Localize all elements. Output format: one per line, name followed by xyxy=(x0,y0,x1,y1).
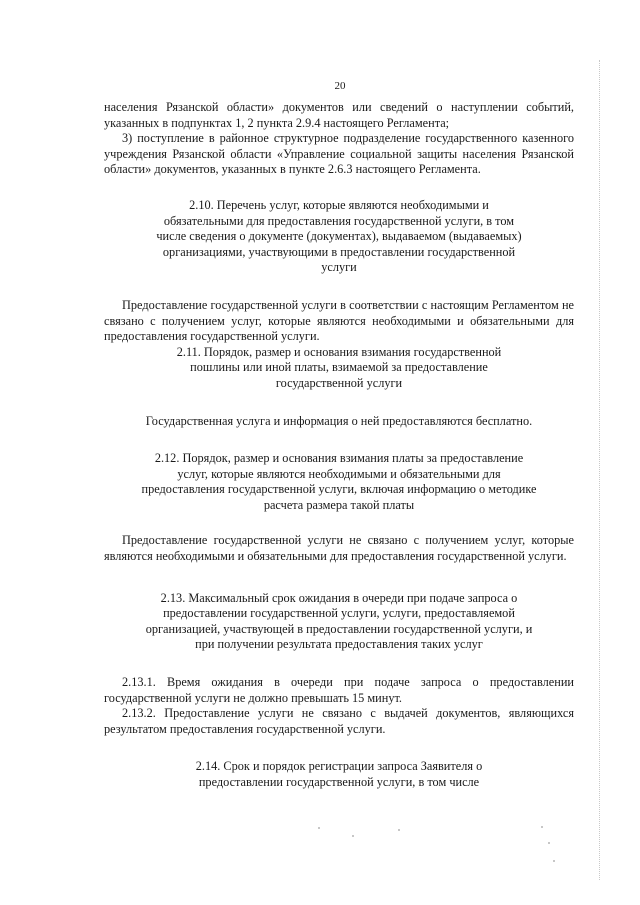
section-heading-2-12: 2.12. Порядок, размер и основания взимания платы за предоставление услуг, которые являются необходимыми и обязательными для предоставления государственной услуги, включая информацию о методике расчета размера такой платы xyxy=(141,451,537,512)
paragraph-2-10-body: Предоставление государственной услуги в соответствии с настоящим Регламентом не связано с получением услуг, которые являются необходимыми и обязательными для предоставления государственной услуги. xyxy=(104,297,574,344)
page-number: 20 xyxy=(334,80,346,92)
section-heading-2-10: 2.10. Перечень услуг, которые являются необходимыми и обязательными для предоставления государственной услуги, в том числе сведения о документе (документах), выдаваемом (выдаваемых) организациями, участвующими в предоставлении государственной услуги xyxy=(156,197,522,275)
section-heading-2-14: 2.14. Срок и порядок регистрации запроса Заявителя о предоставлении государственной услуги, в том числе xyxy=(195,759,483,789)
section-heading-2-13: 2.13. Максимальный срок ожидания в очереди при подаче запроса о предоставлении государственной услуги, услуги, предоставляемой организацией, участвующей в предоставлении государственной услуги, и при получении результата предоставления таких услуг xyxy=(145,590,533,652)
paragraph-2-12-body: Предоставление государственной услуги не связано с получением услуг, которые являются необходимыми и обязательными для предоставления государственной услуги. xyxy=(104,533,574,564)
document-body xyxy=(104,100,574,809)
scan-edge-line xyxy=(598,60,600,880)
scan-speck xyxy=(541,826,543,828)
scan-speck xyxy=(553,860,555,862)
section-heading-2-11: 2.11. Порядок, размер и основания взимания государственной пошлины или иной платы, взимаемой за предоставление государственной услуги xyxy=(176,344,502,390)
paragraph-item-3: 3) поступление в районное структурное подразделение государственного казенного учреждения Рязанской области «Управление социальной защиты населения Рязанской области» документов, указанных в пункте 2.6.3 настоящего Регламента. xyxy=(104,131,574,177)
scan-speck xyxy=(548,842,550,844)
scan-speck xyxy=(398,829,400,831)
paragraph-2-13-2: 2.13.2. Предоставление услуги не связано с выдачей документов, являющихся результатом предоставления государственной услуги. xyxy=(104,706,574,736)
paragraph-continuation: населения Рязанской области» документов или сведений о наступлении событий, указанных в подпунктах 1, 2 пункта 2.9.4 настоящего Регламента; xyxy=(104,100,574,130)
paragraph-2-13-1: 2.13.1. Время ожидания в очереди при подаче запроса о предоставлении государственной услуги не должно превышать 15 минут. xyxy=(104,675,574,705)
scan-speck xyxy=(318,827,320,829)
scan-speck xyxy=(352,835,354,837)
paragraph-2-11-body: Государственная услуга и информация о ней предоставляются бесплатно. xyxy=(145,413,533,428)
